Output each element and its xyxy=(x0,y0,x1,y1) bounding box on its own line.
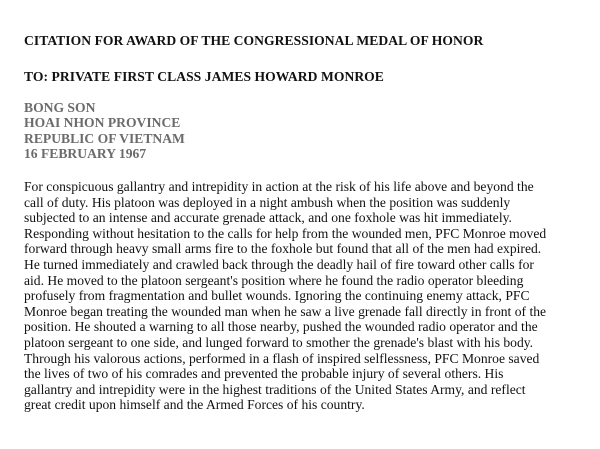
location-place: BONG SON xyxy=(24,100,96,115)
citation-line: gallantry and intrepidity were in the highest traditions of the United States Army, and reflect xyxy=(24,381,526,397)
citation-line: aid. He moved to the platoon sergeant's position where he found the radio operator bleeding xyxy=(24,272,524,288)
location-block xyxy=(24,100,185,162)
citation-line: forward through heavy small arms fire to the foxhole but found that all of the men had expired. xyxy=(24,241,542,257)
citation-body xyxy=(24,179,594,413)
citation-line: Monroe began treating the wounded man when he saw a live grenade fall directly in front of the xyxy=(24,303,547,319)
citation-line: profusely from fragmentation and bullet wounds. Ignoring the continuing enemy attack, PFC xyxy=(24,288,530,304)
citation-line: subjected to an intense and accurate grenade attack, and one foxhole was hit immediately. xyxy=(24,210,512,226)
citation-title: CITATION FOR AWARD OF THE CONGRESSIONAL MEDAL OF HONOR xyxy=(24,33,484,48)
citation-date: 16 FEBRUARY 1967 xyxy=(24,146,147,162)
citation-line: He turned immediately and crawled back through the deadly hail of fire toward other calls for xyxy=(24,256,534,272)
location-country: REPUBLIC OF VIETNAM xyxy=(24,130,185,146)
citation-line: Responding without hesitation to the calls for help from the wounded men, PFC Monroe moved xyxy=(24,225,547,241)
citation-line: great credit upon himself and the Armed Forces of his country. xyxy=(24,397,365,413)
recipient-line: TO: PRIVATE FIRST CLASS JAMES HOWARD MONROE xyxy=(24,69,384,84)
citation-line: position. He shouted a warning to all those nearby, pushed the wounded radio operator and the xyxy=(24,319,538,335)
citation-line: call of duty. His platoon was deployed in a night ambush when the position was suddenly xyxy=(24,194,511,210)
citation-line: For conspicuous gallantry and intrepidity in action at the risk of his life above and beyond the xyxy=(24,179,534,194)
citation-line: Through his valorous actions, performed in a flash of inspired selflessness, PFC Monroe saved xyxy=(24,350,540,366)
citation-line: the lives of two of his comrades and prevented the probable injury of several others. His xyxy=(24,366,504,382)
citation-line: platoon sergeant to one side, and lunged forward to smother the grenade's blast with his body. xyxy=(24,334,534,350)
location-province: HOAI NHON PROVINCE xyxy=(24,115,181,131)
